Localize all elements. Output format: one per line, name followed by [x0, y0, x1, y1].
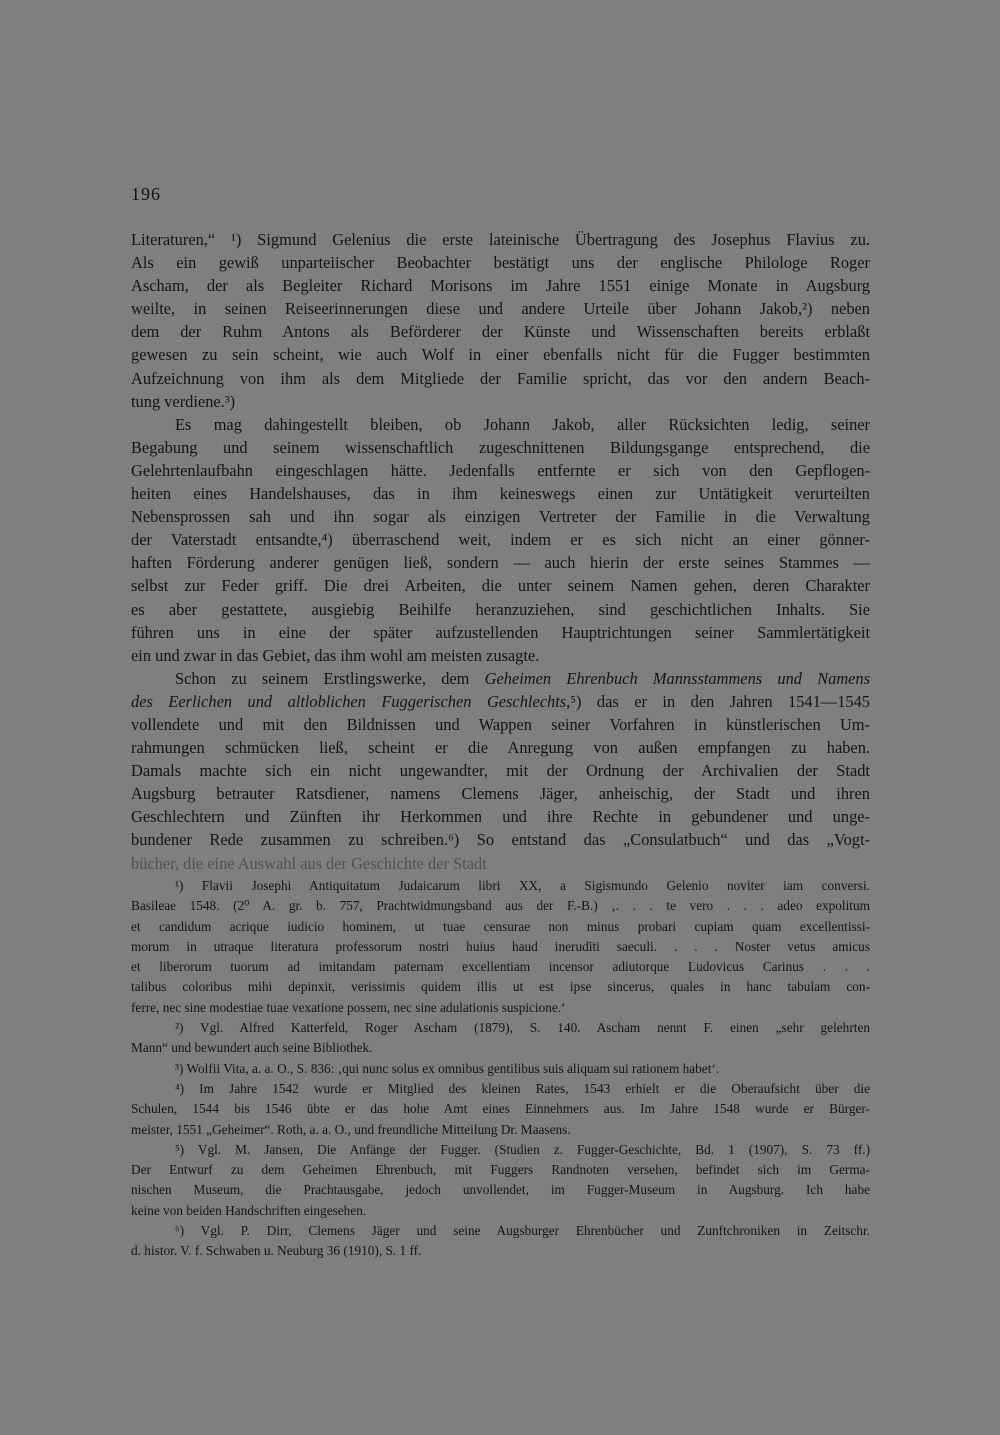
text-line: selbst zur Feder griff. Die drei Arbeiten, die unter seinem Namen gehen, deren Charakter [131, 576, 870, 596]
page-number: 196 [131, 184, 161, 204]
text-line: Begabung und seinem wissenschaftlich zugeschnittenen Bildungsgange entsprechend, die [131, 437, 870, 457]
text-line: Als ein gewiß unparteiischer Beobachter bestätigt uns der englische Philologe Roger [131, 253, 870, 273]
paragraph-3 [131, 667, 870, 852]
footnote-line: talibus coloribus mihi depinxit, verissimis quidem illis ut est ipse sincerus, quales in hanc tabulam con- [131, 979, 870, 995]
body-text [131, 228, 871, 873]
text-line: Geschlechtern und Zünften ihr Herkommen und ihre Rechte in gebundener und unge- [131, 807, 870, 827]
text-line: heiten eines Handelshauses, das in ihm keineswegs einen zur Untätigkeit verurteilten [131, 484, 870, 504]
footnote-line: ferre, nec sine modestiae tuae vexatione possem, nec sine adulationis suspicione.‘ [131, 999, 566, 1015]
text-line: tung verdiene.³) [131, 391, 236, 411]
text-line [131, 690, 870, 713]
footnote-line: ²) Vgl. Alfred Katterfeld, Roger Ascham (1879), S. 140. Ascham nennt F. einen „sehr gelehrten [175, 1020, 870, 1036]
footnote-line: et candidum acrique iudicio hominem, ut tuae censurae non minus probari cupiam quam excellentissi- [131, 918, 870, 934]
footnote-line: nischen Museum, die Prachtausgabe, jedoch unvollendet, im Fugger-Museum in Augsburg. Ich habe [131, 1182, 870, 1198]
footnote-line: ¹) Flavii Josephi Antiquitatum Judaicarum libri XX, a Sigismundo Gelenio noviter iam conversi. [175, 878, 870, 893]
text-line: bundener Rede zusammen zu schreiben.⁶) So entstand das „Consulatbuch“ und das „Vogt- [131, 830, 870, 850]
text-line: dem der Ruhm Antons als Beförderer der Künste und Wissenschaften bereits erblaßt [131, 322, 870, 342]
footnote-line: ⁶) Vgl. P. Dirr, Clemens Jäger und seine Augsburger Ehrenbücher und Zunftchroniken in Zeitschr. [175, 1223, 870, 1239]
text-line: Ascham, der als Begleiter Richard Morisons im Jahre 1551 einige Monate in Augsburg [131, 276, 870, 296]
footnote-line: Der Entwurf zu dem Geheimen Ehrenbuch, mit Fuggers Randnoten versehen, befindet sich im Germa- [131, 1162, 870, 1178]
footnote-3 [131, 1059, 870, 1079]
text-line: Literaturen,“ ¹) Sigmund Gelenius die erste lateinische Übertragung des Josephus Flavius zu. [131, 230, 870, 249]
text-run: Schon zu seinem Erstlingswerke, dem [175, 668, 485, 688]
footnote-2 [131, 1018, 870, 1059]
text-line [131, 667, 870, 690]
footnotes [131, 876, 870, 1262]
text-line: weilte, in seinen Reiseerinnerungen diese und andere Urteile über Johann Jakob,²) neben [131, 299, 870, 319]
text-line: haften Förderung anderer genügen ließ, sondern — auch hierin der erste seines Stammes — [131, 553, 870, 573]
footnote-4 [131, 1079, 870, 1140]
text-line: Aufzeichnung von ihm als dem Mitgliede der Familie spricht, das vor den andern Beach- [131, 368, 870, 388]
footnote-line: Mann“ und bewundert auch seine Bibliothek. [131, 1040, 373, 1056]
text-line: der Vaterstadt entsandte,⁴) überraschend weit, indem er es sich nicht an einer gönner- [131, 530, 870, 550]
text-line: Augsburg betrauter Ratsdiener, namens Clemens Jäger, anheischig, der Stadt und ihren [131, 784, 870, 804]
footnote-line: Schulen, 1544 bis 1546 übte er das hohe Amt eines Einnehmers aus. Im Jahre 1548 wurde er Bürger- [131, 1101, 870, 1117]
clipped-text-line: bücher, die eine Auswahl aus der Geschichte der Stadt [131, 853, 487, 873]
footnote-line: d. histor. V. f. Schwaben u. Neuburg 36 (1910), S. 1 ff. [131, 1243, 422, 1259]
text-line: ein und zwar in das Gebiet, das ihm wohl am meisten zusagte. [131, 645, 540, 665]
paragraph-2 [131, 413, 870, 667]
book-title-italic: des Eerlichen und altloblichen Fuggerischen Geschlechts, [131, 691, 571, 711]
text-line: Gelehrtenlaufbahn eingeschlagen hätte. Jedenfalls entfernte er sich von den Gepflogen- [131, 460, 870, 480]
text-line: Damals machte sich ein nicht ungewandter, mit der Ordnung der Archivalien der Stadt [131, 761, 870, 781]
text-line: rahmungen schmücken ließ, scheint er die Anregung von außen empfangen zu haben. [131, 738, 870, 758]
footnote-1 [131, 876, 870, 1018]
footnote-line: Basileae 1548. (2⁰ A. gr. b. 757, Prachtwidmungsband aus der F.-B.) ‚. . . te vero . . . adeo expolitum [131, 898, 870, 914]
footnote-line: morum in utraque literatura professorum nostri huius haud inerudīti saeculi. . . . Noster vetus amicus [131, 938, 870, 954]
text-line: vollendete und mit den Bildnissen und Wappen seiner Vorfahren in künstlerischen Um- [131, 714, 870, 734]
book-title-italic: Geheimen Ehrenbuch Mannsstammens und Namens [484, 668, 871, 688]
text-line: führen uns in eine der später aufzustellenden Hauptrichtungen seiner Sammlertätigkeit [131, 622, 870, 642]
text-line: gewesen zu sein scheint, wie auch Wolf in einer ebenfalls nicht für die Fugger bestimmten [131, 345, 870, 365]
footnote-line: meister, 1551 „Geheimer“. Roth, a. a. O., und freundliche Mitteilung Dr. Maasens. [131, 1121, 571, 1137]
footnote-6 [131, 1221, 870, 1262]
footnote-line: ⁴) Im Jahre 1542 wurde er Mitglied des kleinen Rates, 1543 erhielt er die Oberaufsicht über die [175, 1080, 870, 1096]
paragraph-1 [131, 228, 870, 413]
text-line: Es mag dahingestellt bleiben, ob Johann Jakob, aller Rücksichten ledig, seiner [175, 414, 870, 434]
text-line: Nebensprossen sah und ihn sogar als einzigen Vertreter der Familie in die Verwaltung [131, 507, 870, 527]
footnote-line: ⁵) Vgl. M. Jansen, Die Anfänge der Fugger. (Studien z. Fugger-Geschichte, Bd. 1 (1907), S. 73 ff.) [175, 1141, 870, 1157]
text-run: ⁵) das er in den Jahren 1541—1545 [570, 691, 870, 711]
text-line: es aber gestattete, ausgiebig Beihilfe heranzuziehen, sind geschichtlichen Inhalts. Sie [131, 599, 870, 619]
footnote-line: keine von beiden Handschriften eingesehen. [131, 1202, 367, 1218]
footnote-line: ³) Wolfii Vita, a. a. O., S. 836: ‚qui nunc solus ex omnibus gentilibus suis aliquam sui rationem habet‘. [175, 1060, 720, 1076]
footnote-5 [131, 1140, 870, 1221]
footnote-line: et liberorum tuorum ad imitandam paternam excellentiam incensor adiutorque Ludovicus Carinus . . . [131, 959, 870, 975]
